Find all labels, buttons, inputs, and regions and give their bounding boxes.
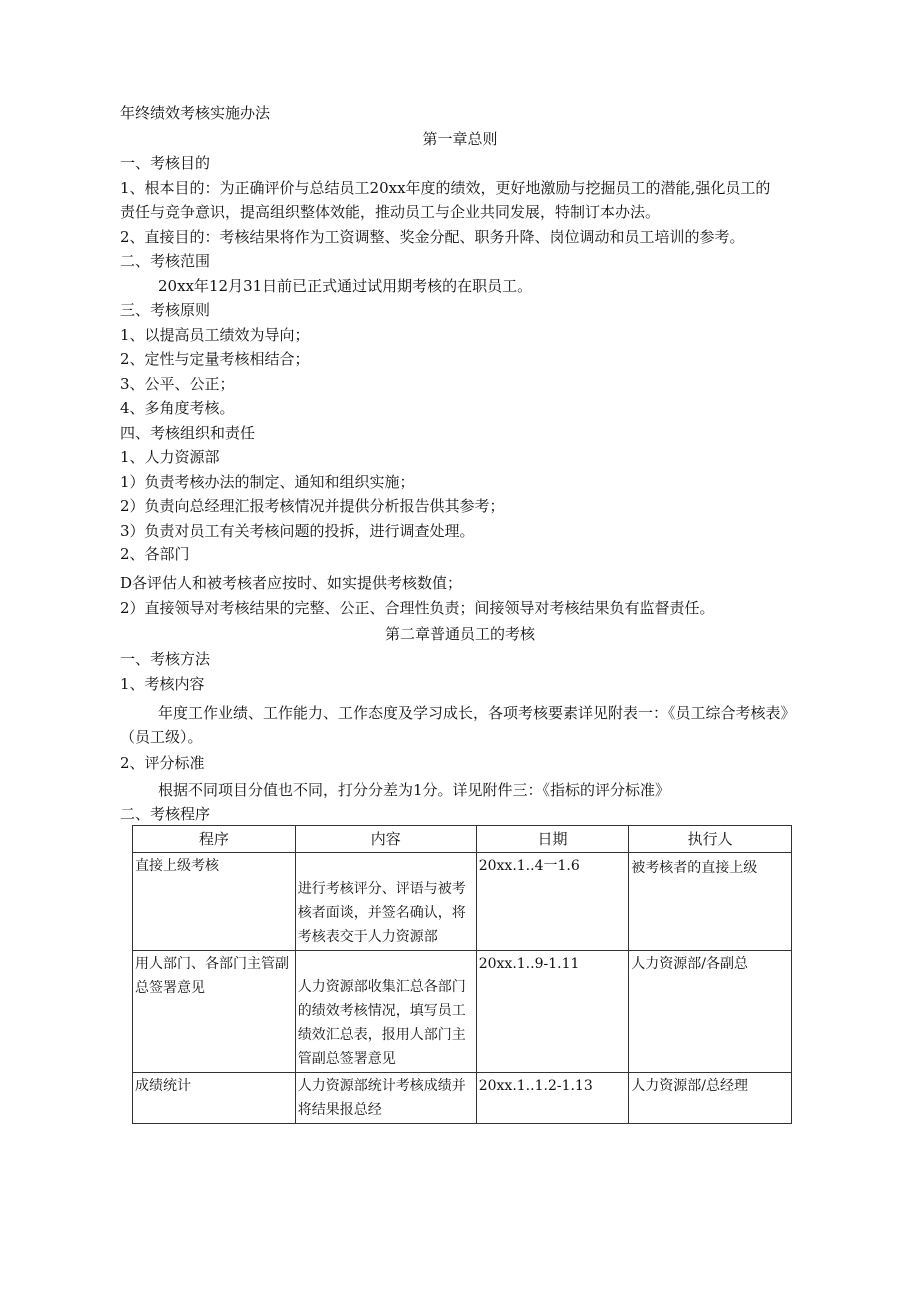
table-row (133, 853, 792, 951)
subsection-heading: 1、考核内容 (120, 675, 205, 693)
table-header-row (133, 826, 792, 853)
chapter-2-heading: 第二章普通员工的考核 (384, 625, 535, 643)
paragraph: 责任与竞争意识，提高组织整体效能，推动员工与企业共同发展，特制订本办法。 (120, 203, 661, 221)
column-header: 内容 (295, 826, 476, 853)
table-cell-executor: 被考核者的直接上级 (629, 853, 792, 951)
section-heading: 二、考核程序 (120, 805, 211, 823)
table-cell-step: 直接上级考核 (133, 853, 296, 951)
column-header: 程序 (133, 826, 296, 853)
paragraph: 年度工作业绩、工作能力、工作态度及学习成长，各项考核要素详见附表一：《员工综合考核表》 (158, 704, 796, 722)
list-item: 3、公平、公正； (120, 375, 235, 393)
paragraph: 20xx年12月31日前已正式通过试用期考核的在职员工。 (158, 277, 533, 295)
list-item: 1、以提高员工绩效为导向； (120, 326, 310, 344)
list-item: 2）直接领导对考核结果的完整、公正、合理性负责；间接领导对考核结果负有监督责任。 (120, 599, 715, 617)
table-row (133, 951, 792, 1073)
table-cell-content (295, 951, 476, 1073)
table-cell-date: 20xx.1..4一1.6 (476, 853, 629, 951)
subsection-heading: 2、评分标准 (120, 754, 205, 772)
list-item: D各评估人和被考核者应按时、如实提供考核数值； (120, 574, 463, 592)
document-title: 年终绩效考核实施办法 (120, 104, 271, 122)
table-cell-date: 20xx.1..9-1.11 (476, 951, 629, 1073)
paragraph: 2、直接目的：考核结果将作为工资调整、奖金分配、职务升降、岗位调动和员工培训的参考。 (120, 228, 745, 246)
section-3-heading: 三、考核原则 (120, 301, 211, 319)
table-cell-content: 人力资源部统计考核成绩并将结果报总经 (295, 1073, 476, 1124)
section-2-heading: 二、考核范围 (120, 252, 211, 270)
paragraph: 根据不同项目分值也不同，打分分差为1分。详见附件三：《指标的评分标准》 (158, 781, 671, 799)
table-cell-date: 20xx.1..1.2-1.13 (476, 1073, 629, 1124)
table-cell-executor: 人力资源部/总经理 (629, 1073, 792, 1124)
section-heading: 一、考核方法 (120, 650, 211, 668)
chapter-1-heading: 第一章总则 (422, 130, 498, 148)
table-cell-content (295, 853, 476, 951)
paragraph: 1、根本目的：为正确评价与总结员工20xx年度的绩效，更好地激励与挖掘员工的潜能,强化员工的 (120, 179, 771, 197)
section-4-heading: 四、考核组织和责任 (120, 424, 256, 442)
list-item: 2、定性与定量考核相结合； (120, 350, 310, 368)
list-item: 2）负责向总经理汇报考核情况并提供分析报告供其参考； (120, 497, 505, 515)
table-cell-executor: 人力资源部/各副总 (629, 951, 792, 1073)
paragraph: （员工级）。 (120, 728, 203, 746)
list-item: 1）负责考核办法的制定、通知和组织实施； (120, 473, 415, 491)
list-item: 3）负责对员工有关考核问题的投拆，进行调查处理。 (120, 522, 475, 540)
table-cell-step: 成绩统计 (133, 1073, 296, 1124)
procedure-table (132, 825, 792, 1124)
subsection-heading: 1、人力资源部 (120, 448, 220, 466)
cell-text: 进行考核评分、评语与被考核者面谈，并签名确认，将考核表交于人力资源部 (297, 881, 466, 945)
table-row (133, 1073, 792, 1124)
column-header: 日期 (476, 826, 629, 853)
section-1-heading: 一、考核目的 (120, 154, 211, 172)
subsection-heading: 2、各部门 (120, 545, 190, 563)
list-item: 4、多角度考核。 (120, 399, 235, 417)
table-cell-step: 用人部门、各部门主管副总签署意见 (133, 951, 296, 1073)
column-header: 执行人 (629, 826, 792, 853)
cell-text: 人力资源部收集汇总各部门的绩效考核情况，填写员工绩效汇总表，报用人部门主管副总签署意见 (297, 979, 466, 1067)
